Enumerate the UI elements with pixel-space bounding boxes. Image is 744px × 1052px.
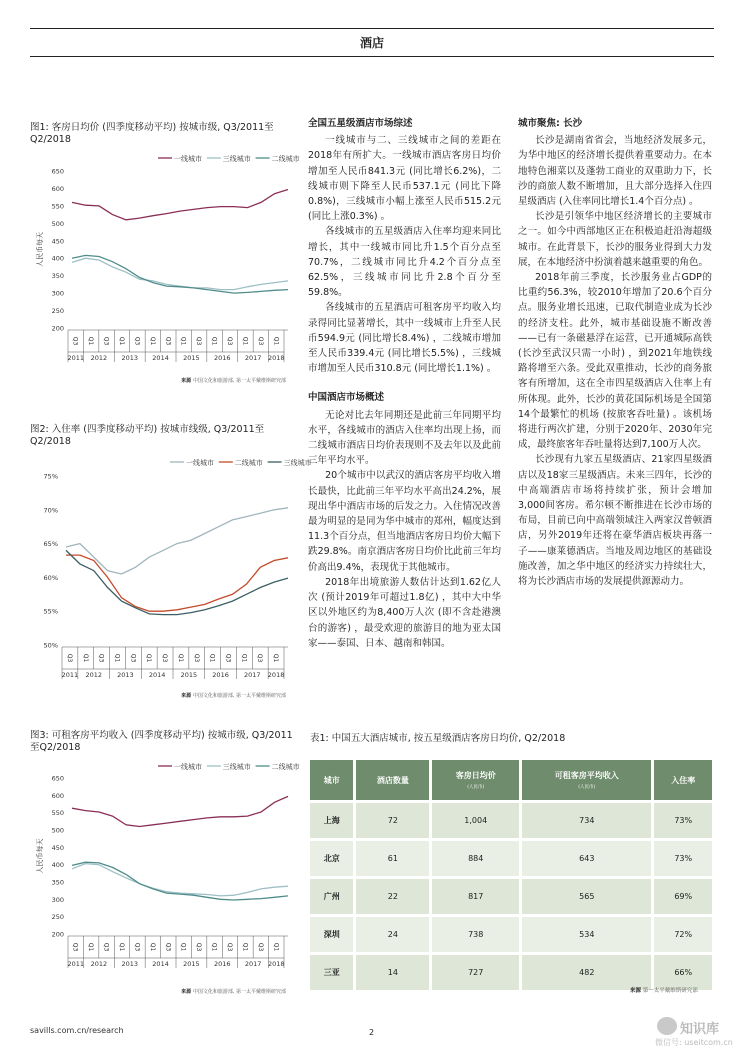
- table-cell: 深圳: [310, 916, 355, 954]
- watermark-logo-icon: [657, 1017, 677, 1035]
- y-tick-label: 70%: [43, 506, 58, 515]
- x-quarter-label: Q3: [164, 336, 172, 346]
- table-cell: 22: [355, 878, 431, 916]
- x-quarter-label: Q1: [148, 942, 156, 952]
- table-cell: 广州: [310, 878, 355, 916]
- header-label: 可租客房平均收入: [554, 771, 619, 780]
- table-cell: 884: [431, 840, 521, 878]
- series-line: [66, 508, 288, 574]
- x-quarter-label: Q3: [256, 336, 264, 346]
- x-year-label: 2018: [268, 960, 285, 968]
- figure-3-title: 图3: 可租客房平均收入 (四季度移动平均) 按城市级, Q3/2011至Q2/2018: [30, 730, 293, 753]
- x-quarter-label: Q1: [241, 336, 249, 346]
- y-tick-label: 250: [51, 307, 64, 316]
- source-text: 中国文化和旅游部, 第一太平戴维斯研究部: [192, 378, 286, 384]
- series-line: [72, 190, 288, 220]
- table-cell: 三亚: [310, 954, 355, 991]
- x-quarter-label: Q3: [195, 942, 203, 952]
- table-cell: 61: [355, 840, 431, 878]
- table-cell: 66%: [653, 954, 712, 991]
- y-tick-label: 300: [51, 895, 64, 904]
- paragraph: 2018年前三季度，长沙服务业占GDP的比重约56.3%，较2010年增加了20.6个百分点。服务业增长迅速，已取代制造业成为长沙的经济支柱。此外，城市基础设施不断改善——已有一条磁悬浮在运营，已开通城际高铁 (长沙至武汉只需一小时) ，到2021年地铁线路将增至六条。受此双重推动，长沙的商务旅客有所增加，这在全市四星级酒店入住率上有所体现。此外，长沙的黄花国际机场是全国第14个最繁忙的机场 (按旅客吞吐量) 。该机场将进行两次扩建，分别于2020年、2030年完成，最终旅客年吞吐量将达到7,100万人次。: [518, 272, 712, 451]
- x-quarter-label: Q1: [87, 336, 95, 346]
- source-text: 第一太平戴维斯研究部: [642, 988, 698, 994]
- x-year-label: 2014: [152, 354, 169, 362]
- paragraph: 一线城市与二、三线城市之间的差距在2018年有所扩大。一线城市酒店客房日均价增加至人民币841.3元 (同比增长6.2%)，二线城市则下降至人民币537.1元 (同比下降0.8%)，三线城市小幅上涨至人民币515.2元 (同比上涨0.3%) 。: [308, 135, 501, 223]
- table-cell: 72: [355, 802, 431, 840]
- x-quarter-label: Q1: [81, 653, 89, 663]
- x-year-label: 2012: [90, 354, 108, 362]
- table-row: [310, 802, 712, 840]
- x-year-label: 2014: [148, 671, 166, 679]
- x-quarter-label: Q3: [192, 653, 200, 663]
- y-tick-label: 450: [51, 237, 64, 246]
- x-quarter-label: Q1: [118, 942, 125, 952]
- table-cell: 14: [355, 954, 431, 991]
- y-tick-label: 550: [51, 202, 64, 211]
- legend-label: 三线城市: [283, 459, 312, 467]
- legend-label: 二线城市: [271, 763, 300, 771]
- figure-source: [181, 692, 286, 699]
- x-quarter-label: Q1: [118, 336, 125, 346]
- series-line: [72, 258, 288, 289]
- x-year-label: 2011: [61, 671, 79, 679]
- x-quarter-label: Q1: [208, 653, 216, 663]
- y-tick-label: 55%: [43, 607, 58, 616]
- legend-label: 二线城市: [234, 459, 263, 467]
- x-quarter-label: Q3: [65, 653, 73, 663]
- table-cell: 482: [521, 954, 653, 991]
- x-quarter-label: Q1: [240, 653, 248, 663]
- source-text: 中国文化和旅游部, 第一太平戴维斯研究部: [192, 693, 286, 699]
- x-quarter-label: Q1: [145, 653, 153, 663]
- legend-label: 三线城市: [222, 763, 251, 771]
- x-quarter-label: Q1: [272, 336, 280, 346]
- paragraph: 各线城市的五星级酒店入住率均迎来同比增长，其中一线城市同比升1.5个百分点至70.7%，二线城市同比升4.2个百分点至62.5%，三线城市同比升2.8个百分至59.8%。: [308, 226, 501, 299]
- paragraph: 长沙是引领华中地区经济增长的主要城市之一。如今中西部地区正在积极追赶沿海超级城市。在此背景下，长沙的服务业得到大力发展，在本地经济中扮演着越来越重要的角色。: [518, 211, 712, 268]
- y-tick-label: 60%: [43, 573, 58, 582]
- header-label: 酒店数量: [376, 775, 409, 785]
- header-label: 入住率: [671, 775, 696, 785]
- header-unit: (人民币): [467, 785, 485, 790]
- y-tick-label: 350: [51, 272, 64, 281]
- x-quarter-label: Q3: [164, 942, 172, 952]
- source-text: 中国文化和旅游部, 第一太平戴维斯研究部: [192, 989, 286, 995]
- x-year-label: 2013: [121, 960, 138, 968]
- x-quarter-label: Q1: [179, 942, 187, 952]
- legend-label: 二线城市: [271, 155, 300, 163]
- y-tick-label: 300: [51, 289, 64, 298]
- y-tick-label: 350: [51, 878, 64, 887]
- series-line: [72, 255, 288, 293]
- y-axis-label: 人民币每天: [36, 838, 44, 874]
- section-heading-national: 全国五星级酒店市场综述: [308, 118, 413, 129]
- header-rule-bottom: [30, 56, 714, 57]
- header-label: 客房日均价: [455, 771, 496, 780]
- y-tick-label: 400: [51, 254, 64, 263]
- table-cell: 1,004: [431, 802, 521, 840]
- y-tick-label: 50%: [43, 641, 58, 650]
- paragraph: 长沙现有九家五星级酒店、21家四星级酒店以及18家三星级酒店。未来三四年，长沙的中高端酒店市场将持续扩张，预计会增加3,000间客房。希尔顿不断推进在长沙市场的布局，目前已向中高端领域注入两家汉普顿酒店，另外2019年还将在豪华酒店板块再落一子——康莱德酒店。当地及周边地区的基础设施改善，加之华中地区的经济实力持续壮大，将为长沙酒店市场的发展提供源源动力。: [518, 454, 712, 588]
- x-year-label: 2015: [183, 354, 200, 362]
- chart-1: [30, 148, 300, 393]
- y-tick-label: 250: [51, 913, 64, 922]
- x-quarter-label: Q1: [210, 336, 218, 346]
- y-axis-label: 人民币每天: [36, 232, 44, 267]
- middle-column: [308, 116, 501, 651]
- legend-label: 一线城市: [174, 155, 202, 163]
- table-header-cell: [310, 760, 355, 802]
- header-rule-top: [30, 28, 714, 29]
- x-quarter-label: Q3: [133, 942, 141, 952]
- paragraph: 长沙是湖南省省会，当地经济发展多元，为华中地区的经济增长提供着重要动力。在本地特色湘菜以及蓬勃工商业的双重助力下，长沙的商旅人数不断增加，且大部分选择入住四星级酒店 (入住率同比增长1.4个百分点) 。: [518, 135, 712, 208]
- table-header-cell: [653, 760, 712, 802]
- y-tick-label: 75%: [43, 472, 58, 481]
- table-cell: 72%: [653, 916, 712, 954]
- x-quarter-label: Q3: [102, 942, 110, 952]
- table-row: [310, 878, 712, 916]
- legend-label: 一线城市: [174, 763, 202, 771]
- x-quarter-label: Q1: [148, 336, 156, 346]
- x-quarter-label: Q1: [241, 942, 249, 952]
- x-year-label: 2013: [121, 354, 138, 362]
- x-year-label: 2012: [85, 671, 102, 679]
- figure-1-title: 图1: 客房日均价 (四季度移动平均) 按城市级, Q3/2011至Q2/2018: [30, 122, 274, 145]
- x-quarter-label: Q1: [179, 336, 187, 346]
- x-year-label: 2015: [183, 960, 200, 968]
- x-quarter-label: Q3: [71, 942, 79, 952]
- y-tick-label: 650: [51, 167, 64, 176]
- table-header-cell: [431, 760, 521, 802]
- paragraph: 无论对比去年同期还是此前三年同期平均水平，各线城市的酒店入住率均出现上扬，而二线城市酒店日均价表现则不及去年以及此前三年平均水平。: [308, 409, 501, 467]
- watermark: 知识库: [680, 1022, 720, 1037]
- x-year-label: 2011: [67, 354, 84, 362]
- figure-source: [181, 988, 286, 995]
- table-cell: 534: [521, 916, 653, 954]
- figure-source: [181, 377, 286, 384]
- table-title: 表1: 中国五大酒店城市, 按五星级酒店客房日均价, Q2/2018: [310, 733, 566, 744]
- table-cell: 738: [431, 916, 521, 954]
- y-tick-label: 600: [51, 791, 64, 800]
- source-label: 来源: [181, 693, 193, 699]
- table-cell: 734: [521, 802, 653, 840]
- x-year-label: 2018: [268, 354, 285, 362]
- x-year-label: 2016: [212, 671, 229, 679]
- y-tick-label: 500: [51, 219, 64, 228]
- y-tick-label: 200: [51, 930, 64, 939]
- table-cell: 北京: [310, 840, 355, 878]
- x-year-label: 2017: [244, 354, 262, 362]
- x-quarter-label: Q1: [272, 653, 280, 663]
- table-cell: 73%: [653, 802, 712, 840]
- legend-label: 三线城市: [222, 155, 251, 163]
- y-tick-label: 500: [51, 826, 64, 835]
- page-number: 2: [369, 1028, 375, 1037]
- x-quarter-label: Q3: [97, 653, 105, 663]
- table-row: [310, 916, 712, 954]
- y-tick-label: 650: [51, 774, 64, 783]
- page-title: 酒店: [359, 36, 384, 50]
- table-cell: 643: [521, 840, 653, 878]
- x-year-label: 2017: [244, 960, 262, 968]
- x-year-label: 2011: [67, 960, 84, 968]
- x-quarter-label: Q3: [195, 336, 203, 346]
- y-tick-label: 600: [51, 184, 64, 193]
- series-line: [66, 550, 288, 614]
- table-cell: 24: [355, 916, 431, 954]
- x-quarter-label: Q3: [224, 653, 232, 663]
- x-year-label: 2012: [90, 960, 108, 968]
- paragraph: 20个城市中以武汉的酒店客房平均收入增长最快，比此前三年平均水平高出24.2%，展现出华中酒店市场的后发之力。入住情况改善最为明显的是同为华中城市的郑州，幅度达到11.3个百分点，但当地酒店客房日均价大幅下跌29.8%。南京酒店客房日均价比此前三年均价高出9.4%，表现优于其他城市。: [308, 470, 501, 573]
- y-tick-label: 550: [51, 809, 64, 818]
- x-quarter-label: Q3: [226, 336, 233, 346]
- y-tick-label: 200: [51, 324, 64, 333]
- legend-label: 一线城市: [186, 459, 214, 467]
- x-year-label: 2013: [117, 671, 134, 679]
- paragraph: 2018年出境旅游人数估计达到1.62亿人次 (预计2019年可超过1.8亿) ，其中大中华区以外地区约为8,400万人次 (即不含赴港澳台的游客) ，最受欢迎的旅游目的地为亚太国家——泰国、日本、越南和韩国。: [308, 576, 501, 649]
- x-quarter-label: Q3: [161, 653, 169, 663]
- x-quarter-label: Q3: [129, 653, 137, 663]
- x-year-label: 2016: [214, 354, 231, 362]
- section-heading-changsha: 城市聚焦: 长沙: [518, 118, 583, 129]
- table-cell: 565: [521, 878, 653, 916]
- series-line: [66, 555, 288, 611]
- table-cell: 上海: [310, 802, 355, 840]
- section-heading-overview: 中国酒店市场概述: [308, 392, 385, 404]
- x-quarter-label: Q3: [226, 942, 233, 952]
- x-year-label: 2016: [214, 960, 231, 968]
- paragraph: 各线城市的五星酒店可租客房平均收入均录得同比显著增长，其中一线城市上升至人民币594.9元 (同比增长8.4%) ，二线城市增加至人民币339.4元 (同比增长5.5%) ，三线城市增加至人民币310.8元 (同比增长1.1%) 。: [308, 302, 501, 375]
- x-quarter-label: Q1: [87, 942, 95, 952]
- figure-2-title: 图2: 入住率 (四季度移动平均) 按城市线级, Q3/2011至Q2/2018: [30, 424, 265, 447]
- table-row: [310, 840, 712, 878]
- header-label: 城市: [323, 775, 340, 785]
- watermark-sub: 微信号: useitcom.cn: [655, 1038, 733, 1047]
- table-header-cell: [355, 760, 431, 802]
- header-unit: (人民币): [578, 785, 596, 790]
- x-quarter-label: Q1: [210, 942, 218, 952]
- table-cell: 727: [431, 954, 521, 991]
- series-line: [72, 864, 288, 896]
- table-row: [310, 954, 712, 991]
- source-label: 来源: [181, 989, 193, 995]
- y-tick-label: 65%: [43, 540, 58, 549]
- x-quarter-label: Q1: [176, 653, 184, 663]
- table-source: [630, 986, 698, 994]
- chart-3: [30, 756, 300, 1001]
- source-label: 来源: [630, 988, 642, 994]
- right-column: [518, 116, 712, 589]
- x-quarter-label: Q3: [133, 336, 141, 346]
- x-quarter-label: Q3: [256, 942, 264, 952]
- series-line: [72, 796, 288, 826]
- table-cell: 69%: [653, 878, 712, 916]
- table-cell: 73%: [653, 840, 712, 878]
- x-quarter-label: Q1: [272, 942, 280, 952]
- x-quarter-label: Q3: [256, 653, 264, 663]
- table-header-row: [310, 760, 712, 802]
- x-quarter-label: Q3: [71, 336, 79, 346]
- x-year-label: 2015: [180, 671, 198, 679]
- x-quarter-label: Q1: [113, 653, 121, 663]
- x-year-label: 2014: [152, 960, 169, 968]
- hotel-cities-table: [310, 760, 712, 990]
- chart-2: [30, 452, 312, 702]
- x-year-label: 2018: [267, 671, 285, 679]
- y-tick-label: 400: [51, 861, 64, 870]
- source-label: 来源: [181, 378, 193, 384]
- x-quarter-label: Q3: [102, 336, 110, 346]
- x-year-label: 2017: [244, 671, 261, 679]
- y-tick-label: 450: [51, 843, 64, 852]
- table-cell: 817: [431, 878, 521, 916]
- footer-url: savills.com.cn/research: [30, 1026, 124, 1035]
- table-header-cell: [521, 760, 653, 802]
